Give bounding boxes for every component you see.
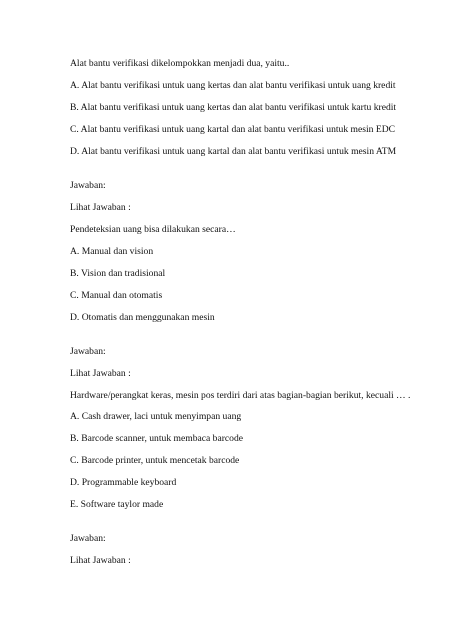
question-3-see-answer: Lihat Jawaban : [70, 555, 131, 566]
question-3-option-d: D. Programmable keyboard [70, 477, 177, 488]
question-1-option-b: B. Alat bantu verifikasi untuk uang kertas dan alat bantu verifikasi untuk kartu kredit [70, 102, 397, 113]
question-1-answer-label: Jawaban: [70, 180, 106, 191]
question-3-option-b: B. Barcode scanner, untuk membaca barcode [70, 433, 244, 444]
question-1-option-a: A. Alat bantu verifikasi untuk uang kertas dan alat bantu verifikasi untuk uang kredit [70, 80, 396, 91]
question-1-option-c: C. Alat bantu verifikasi untuk uang kartal dan alat bantu verifikasi untuk mesin EDC [70, 124, 396, 135]
question-3-option-c: C. Barcode printer, untuk mencetak barcode [70, 455, 240, 466]
question-1-option-d: D. Alat bantu verifikasi untuk uang kartal dan alat bantu verifikasi untuk mesin ATM [70, 146, 397, 157]
question-2-option-b: B. Vision dan tradisional [70, 268, 166, 279]
question-3-option-e: E. Software taylor made [70, 499, 164, 510]
question-3-option-a: A. Cash drawer, laci untuk menyimpan uang [70, 411, 242, 422]
question-3-answer-label: Jawaban: [70, 533, 106, 544]
question-1-see-answer: Lihat Jawaban : [70, 202, 131, 213]
question-3-prompt: Hardware/perangkat keras, mesin pos terdiri dari atas bagian-bagian berikut, kecuali … . [70, 390, 411, 401]
question-2-prompt: Pendeteksian uang bisa dilakukan secara… [70, 224, 236, 235]
question-2-option-d: D. Otomatis dan menggunakan mesin [70, 312, 215, 323]
question-2-option-a: A. Manual dan vision [70, 246, 154, 257]
question-2-answer-label: Jawaban: [70, 346, 106, 357]
question-2-option-c: C. Manual dan otomatis [70, 290, 163, 301]
question-2-see-answer: Lihat Jawaban : [70, 368, 131, 379]
question-1-prompt: Alat bantu verifikasi dikelompokkan menjadi dua, yaitu.. [70, 58, 290, 69]
